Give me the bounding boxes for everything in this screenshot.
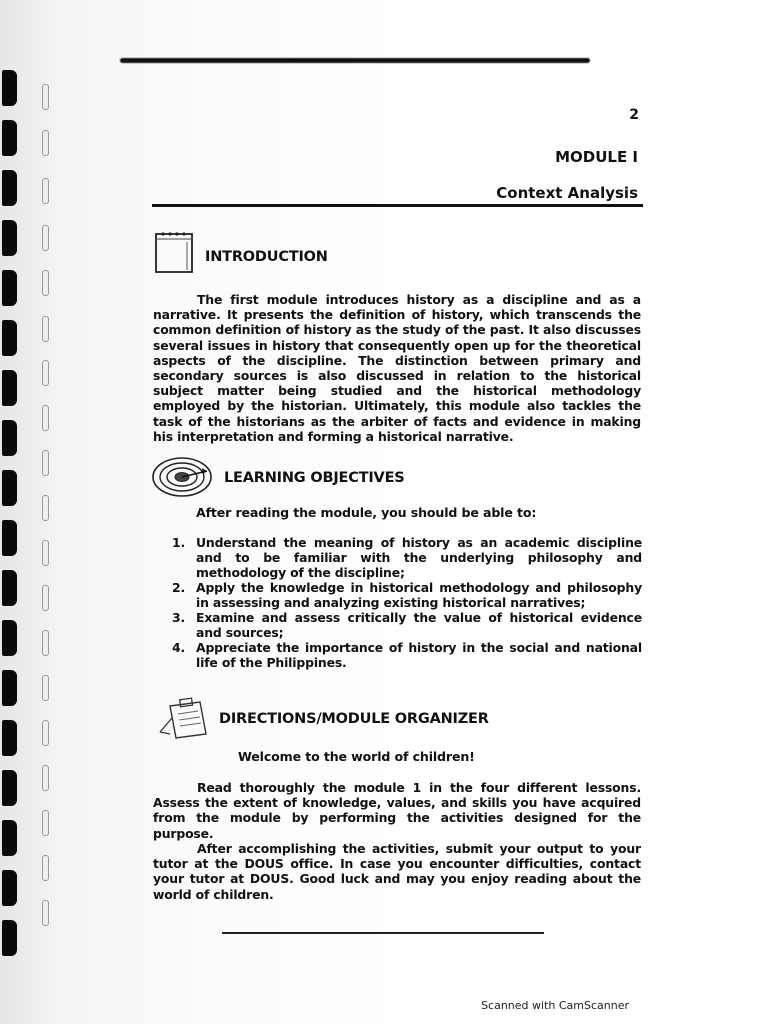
- target-icon: [151, 456, 213, 498]
- list-item-text: Examine and assess critically the value of historical evidence and sources;: [196, 610, 642, 640]
- list-item: [172, 535, 642, 580]
- list-item: [172, 640, 642, 670]
- header-rule: [152, 204, 643, 207]
- list-item-text: Apply the knowledge in historical methodology and philosophy in assessing and analyzing existing historical narratives;: [196, 580, 642, 610]
- list-item-text: Understand the meaning of history as an academic discipline and to be familiar with the underlying philosophy and methodology of the discipline;: [196, 535, 642, 580]
- introduction-paragraph: [153, 292, 641, 444]
- clipboard-icon: [156, 696, 210, 742]
- module-subtitle: Context Analysis: [496, 184, 638, 202]
- objectives-lead: After reading the module, you should be able to:: [196, 505, 537, 520]
- list-item: [172, 580, 642, 610]
- directions-text-1: Read thoroughly the module 1 in the four different lessons. Assess the extent of knowledge, values, and skills you have acquired from the module by performing the activities designed for the purpose.: [153, 780, 641, 841]
- list-item: [172, 610, 642, 640]
- module-title: MODULE I: [555, 148, 638, 166]
- notepad-icon: [153, 228, 195, 274]
- directions-heading: DIRECTIONS/MODULE ORGANIZER: [219, 711, 489, 727]
- page-number: 2: [629, 107, 639, 123]
- directions-paragraph-1: [153, 780, 641, 841]
- objectives-list: [172, 535, 642, 670]
- introduction-heading: INTRODUCTION: [205, 249, 328, 265]
- list-item-number: 1.: [172, 535, 186, 550]
- scanner-watermark: Scanned with CamScanner: [481, 999, 629, 1012]
- welcome-text: Welcome to the world of children!: [238, 749, 475, 764]
- list-item-text: Appreciate the importance of history in the social and national life of the Philippines.: [196, 640, 642, 670]
- list-item-number: 3.: [172, 610, 186, 625]
- introduction-text: The first module introduces history as a discipline and as a narrative. It presents the definition of history, which transcends the common definition of history as the study of the past. It also discusses several issues in history that consequently open up for the theoretical aspects of the discipline. The distinction between primary and secondary sources is also discussed in relation to the historical subject matter being studied and the historical methodology employed by the historian. Ultimately, this module also tackles the task of the historians as the arbiter of facts and evidence in making his interpretation and forming a historical narrative.: [153, 292, 641, 444]
- list-item-number: 2.: [172, 580, 186, 595]
- directions-paragraph-2: [153, 841, 641, 902]
- directions-text-2: After accomplishing the activities, submit your output to your tutor at the DOUS office. In case you encounter difficulties, contact your tutor at DOUS. Good luck and may you enjoy reading about the world of children.: [153, 841, 641, 902]
- footer-rule: [222, 932, 544, 934]
- list-item-number: 4.: [172, 640, 186, 655]
- objectives-heading: LEARNING OBJECTIVES: [224, 470, 405, 486]
